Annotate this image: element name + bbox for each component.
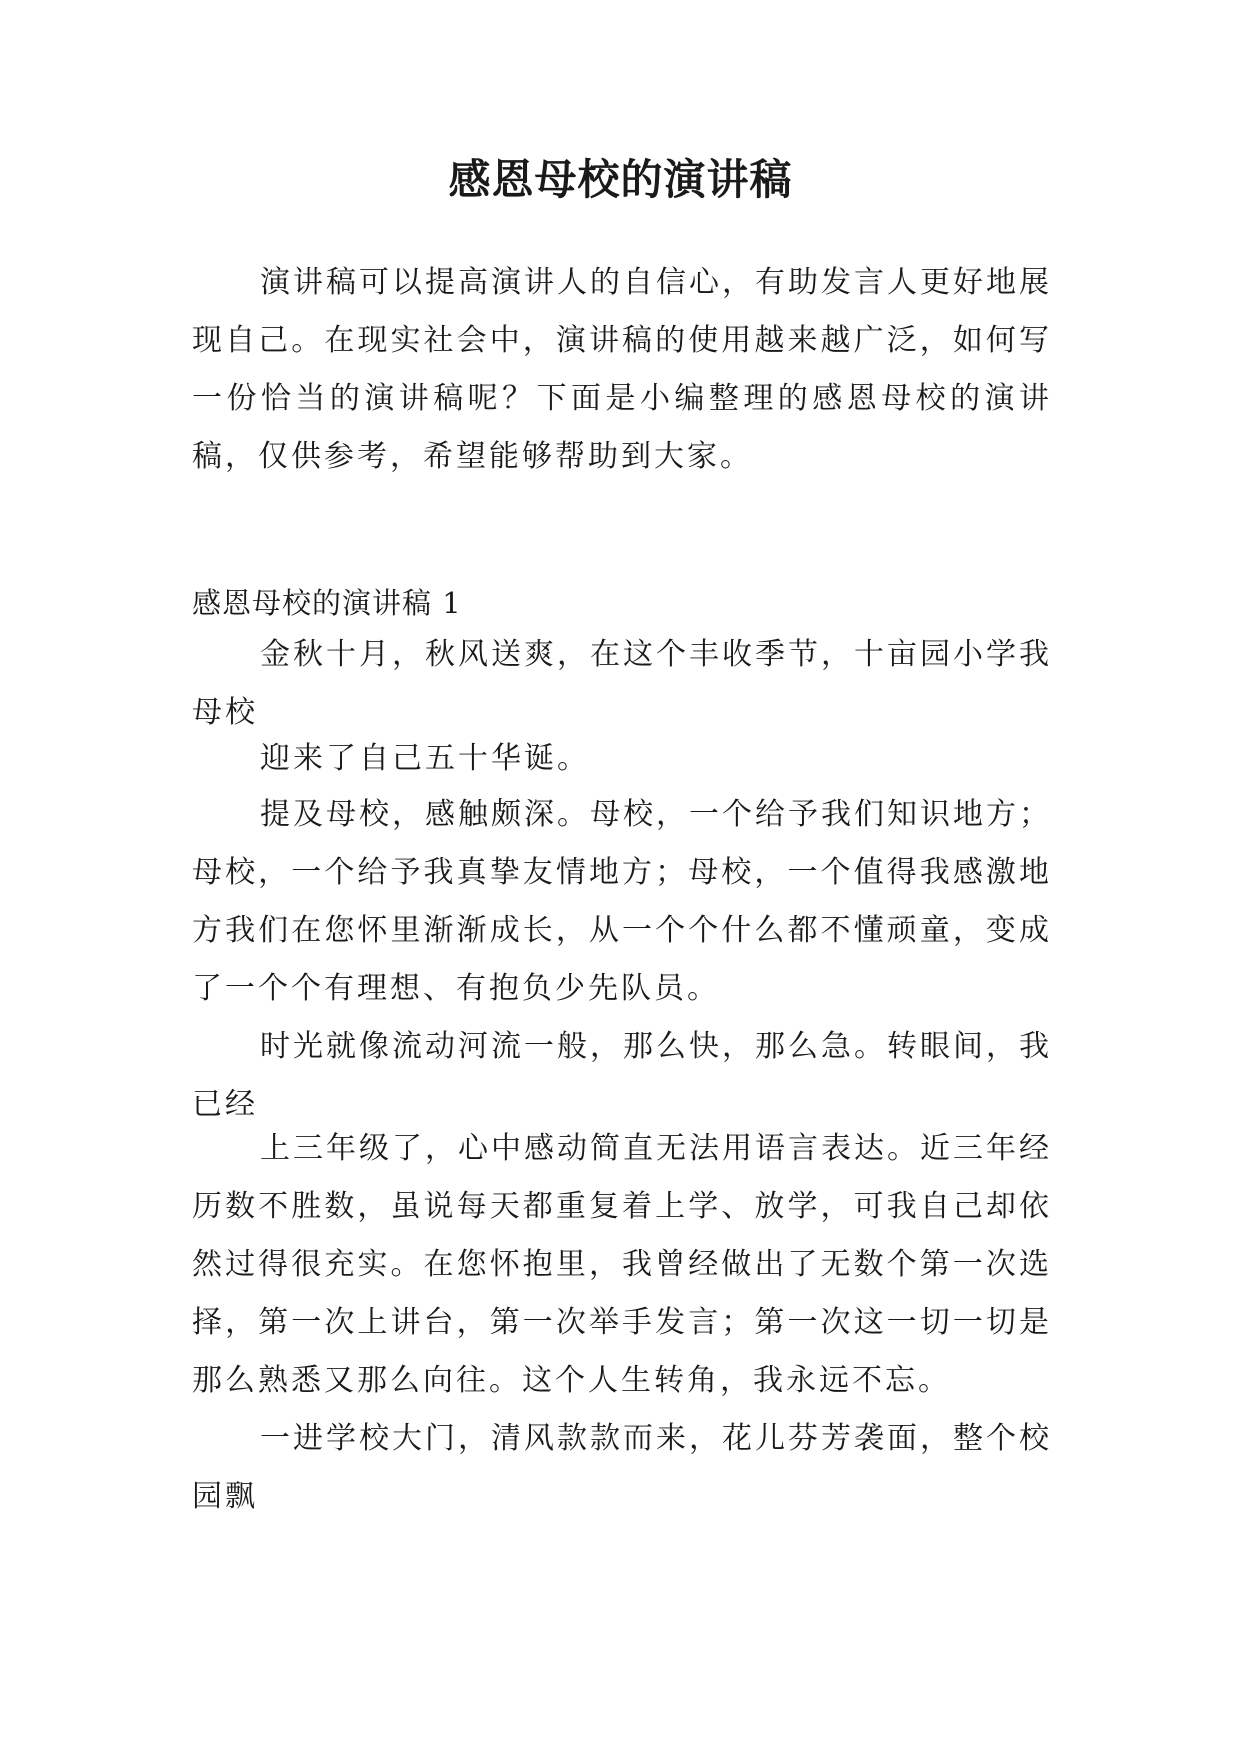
document-title: 感恩母校的演讲稿	[448, 155, 793, 204]
paragraph-5: 上三年级了，心中感动简直无法用语言表达。近三年经历数不胜数，虽说每天都重复着上学、放学，可我自己却依然过得很充实。在您怀抱里，我曾经做出了无数个第一次选择，第一次上讲台，第一次举手发言；第一次这一切一切是那么熟悉又那么向往。这个人生转角，我永远不忘。	[192, 1131, 1052, 1398]
paragraph-2: 迎来了自己五十华诞。	[260, 741, 590, 776]
section-heading: 感恩母校的演讲稿 1	[192, 586, 462, 620]
paragraph-6: 一进学校大门，清风款款而来，花儿芬芳袭面，整个校园飘	[192, 1421, 1052, 1514]
paragraph-3: 提及母校，感触颇深。母校，一个给予我们知识地方；母校，一个给予我真挚友情地方；母校，一个值得我感激地方我们在您怀里渐渐成长，从一个个什么都不懂顽童，变成了一个个有理想、有抱负少先队员。	[192, 797, 1052, 1006]
paragraph-4: 时光就像流动河流一般，那么快，那么急。转眼间，我已经	[192, 1029, 1052, 1122]
paragraph-1: 金秋十月，秋风送爽，在这个丰收季节，十亩园小学我母校	[192, 637, 1052, 730]
intro-paragraph: 演讲稿可以提高演讲人的自信心，有助发言人更好地展现自己。在现实社会中，演讲稿的使用越来越广泛，如何写一份恰当的演讲稿呢？下面是小编整理的感恩母校的演讲稿，仅供参考，希望能够帮助到大家。	[192, 265, 1052, 474]
